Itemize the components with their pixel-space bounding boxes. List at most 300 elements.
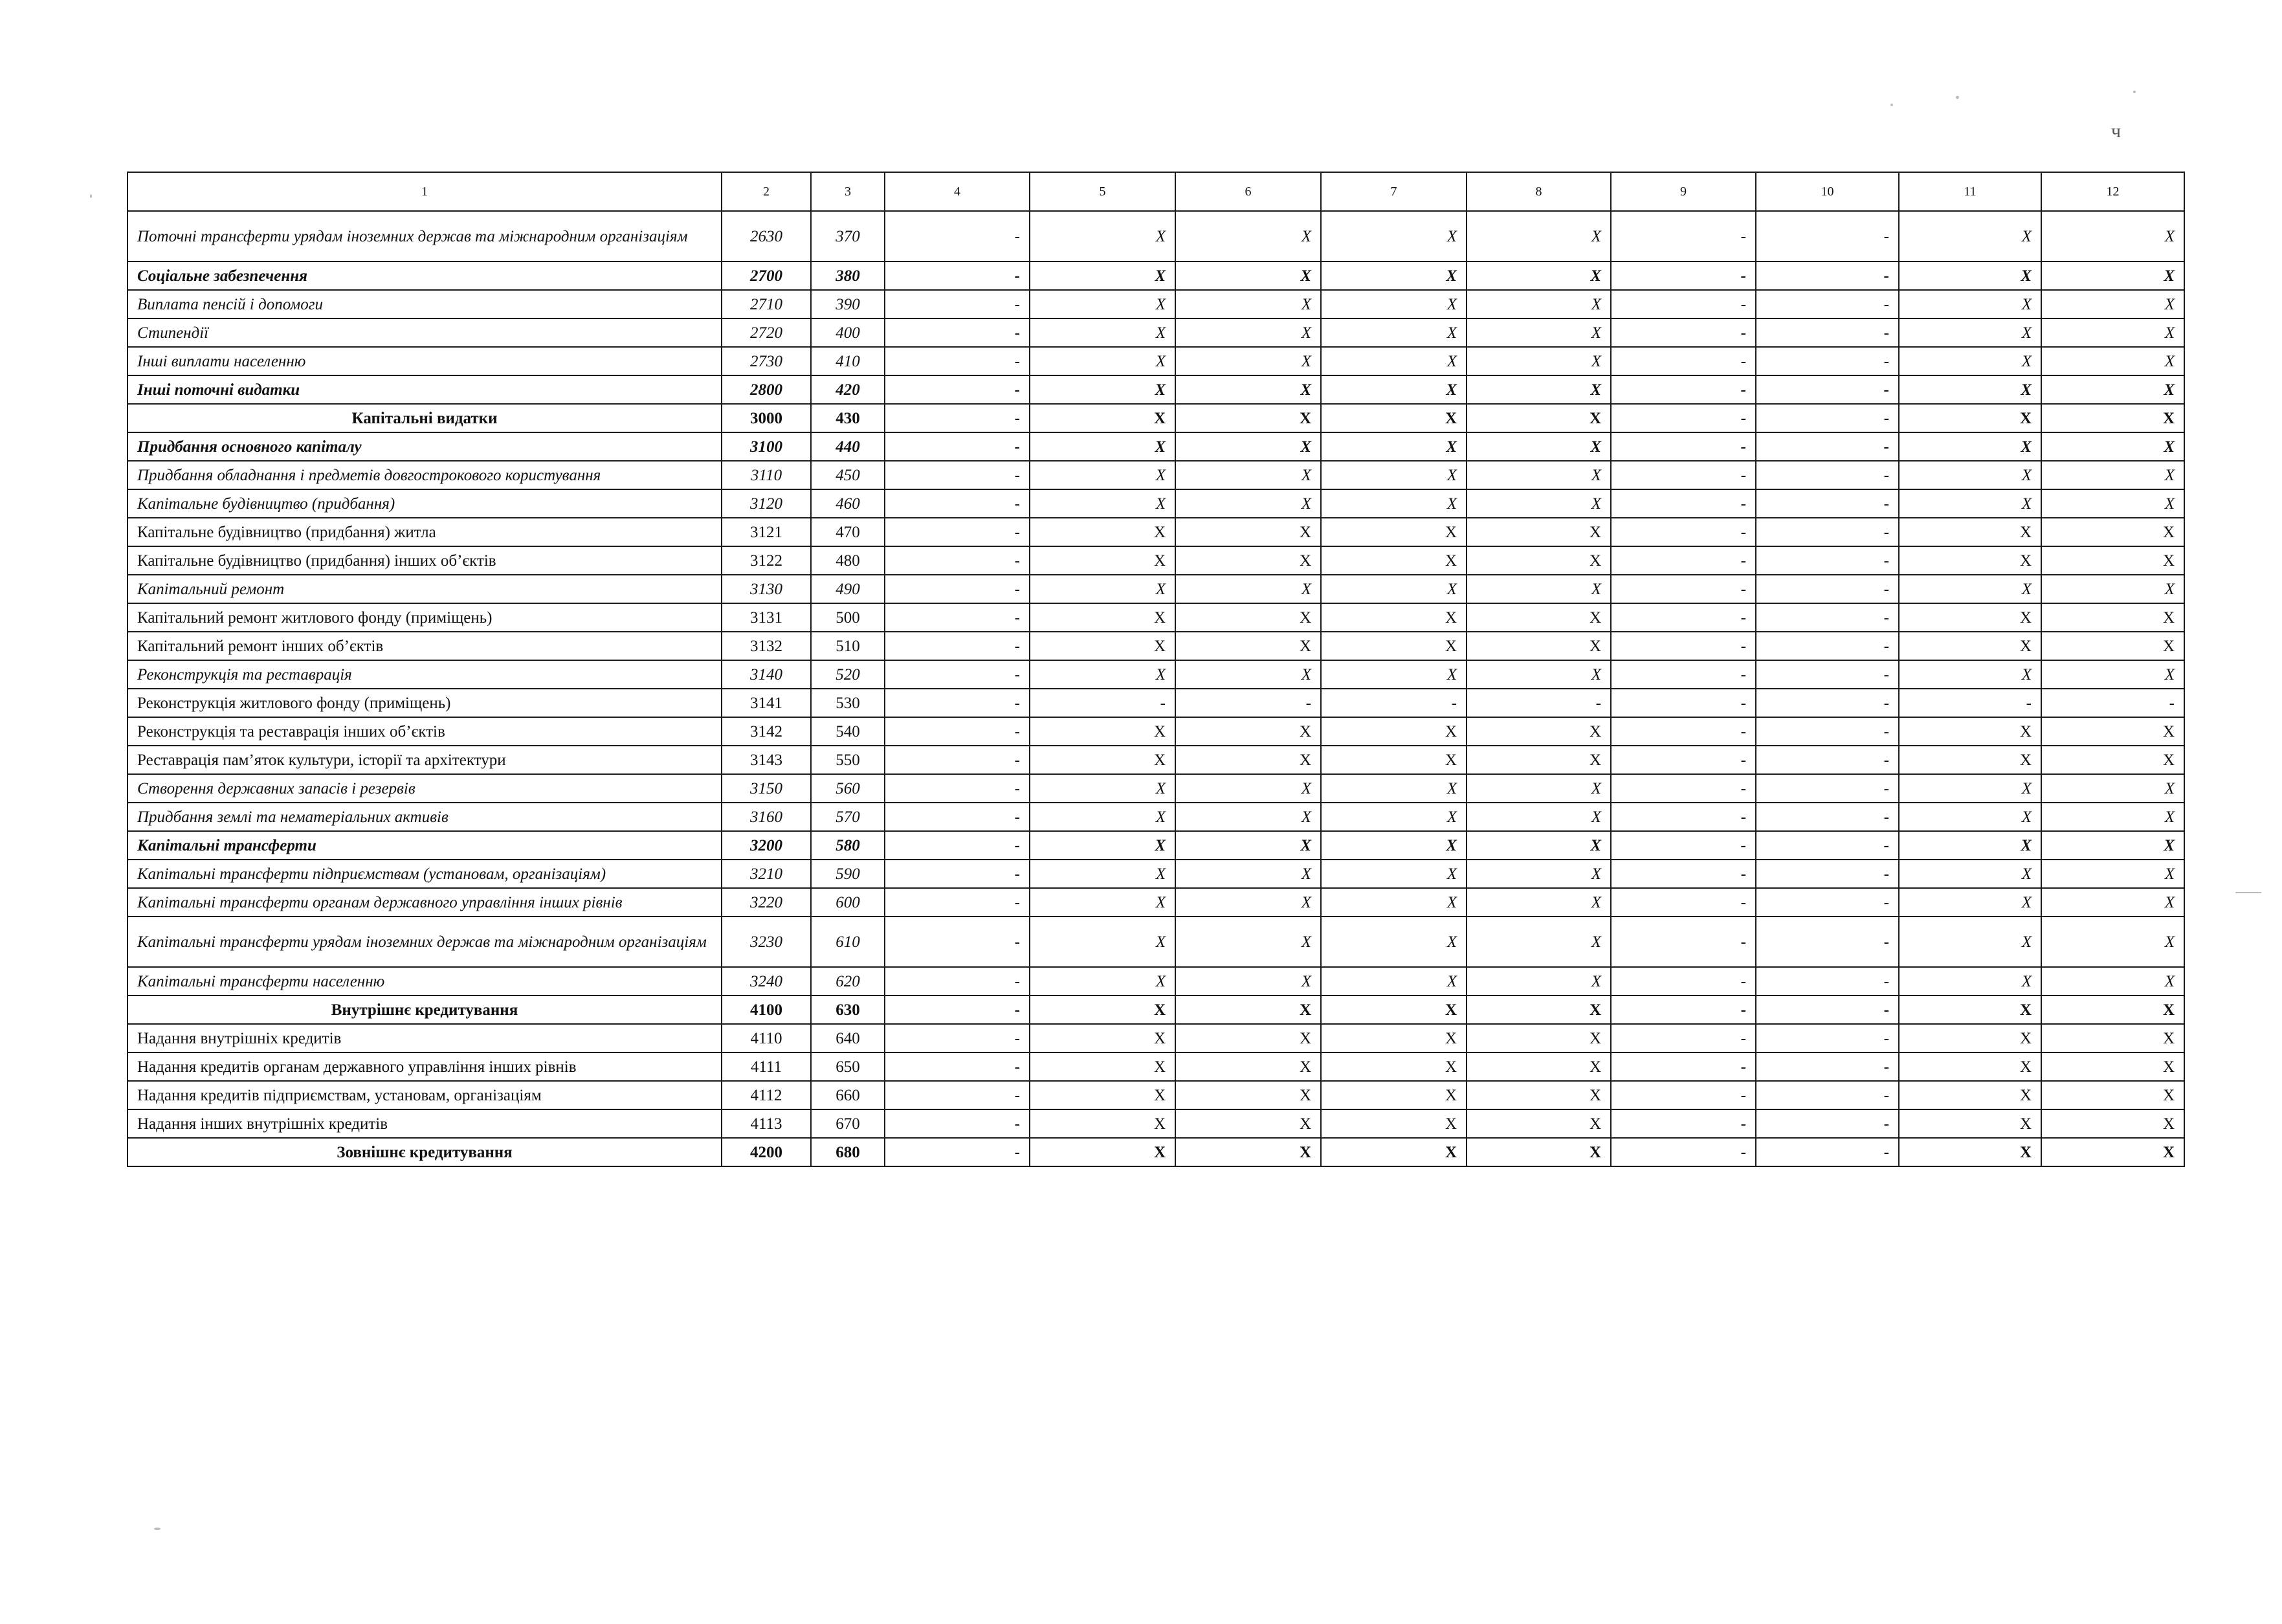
cell-col-9: - bbox=[1611, 261, 1756, 290]
cell-col-5: X bbox=[1030, 318, 1175, 347]
cell-col-8: X bbox=[1467, 1109, 1611, 1138]
cell-col-4: - bbox=[885, 632, 1030, 660]
cell-col-11: - bbox=[1899, 689, 2041, 717]
column-header-1: 1 bbox=[127, 172, 722, 211]
cell-col-7: X bbox=[1321, 261, 1467, 290]
row-code: 3220 bbox=[722, 888, 811, 917]
table-row bbox=[127, 917, 2184, 967]
cell-col-5: X bbox=[1030, 888, 1175, 917]
row-code: 3230 bbox=[722, 917, 811, 967]
cell-col-6: X bbox=[1175, 546, 1321, 575]
table-row bbox=[127, 860, 2184, 888]
table-row bbox=[127, 689, 2184, 717]
table-row bbox=[127, 632, 2184, 660]
cell-col-9: - bbox=[1611, 831, 1756, 860]
cell-col-12: X bbox=[2041, 347, 2184, 375]
table-row bbox=[127, 774, 2184, 803]
cell-col-6: X bbox=[1175, 660, 1321, 689]
cell-col-7: X bbox=[1321, 860, 1467, 888]
column-header-5: 5 bbox=[1030, 172, 1175, 211]
row-number: 420 bbox=[811, 375, 885, 404]
row-number: 430 bbox=[811, 404, 885, 432]
cell-col-12: X bbox=[2041, 603, 2184, 632]
row-number: 610 bbox=[811, 917, 885, 967]
cell-col-4: - bbox=[885, 546, 1030, 575]
row-code: 3160 bbox=[722, 803, 811, 831]
cell-col-4: - bbox=[885, 717, 1030, 746]
row-label: Інші виплати населенню bbox=[127, 347, 722, 375]
cell-col-7: - bbox=[1321, 689, 1467, 717]
row-label: Внутрішнє кредитування bbox=[127, 996, 722, 1024]
table-row bbox=[127, 1109, 2184, 1138]
cell-col-5: X bbox=[1030, 917, 1175, 967]
row-label: Капітальний ремонт інших об’єктів bbox=[127, 632, 722, 660]
cell-col-12: X bbox=[2041, 404, 2184, 432]
column-header-11: 11 bbox=[1899, 172, 2041, 211]
cell-col-4: - bbox=[885, 575, 1030, 603]
row-number: 480 bbox=[811, 546, 885, 575]
cell-col-5: X bbox=[1030, 1138, 1175, 1166]
table-row bbox=[127, 404, 2184, 432]
row-code: 3200 bbox=[722, 831, 811, 860]
cell-col-7: X bbox=[1321, 518, 1467, 546]
cell-col-5: X bbox=[1030, 660, 1175, 689]
cell-col-10: - bbox=[1756, 660, 1899, 689]
cell-col-9: - bbox=[1611, 996, 1756, 1024]
cell-col-12: X bbox=[2041, 318, 2184, 347]
row-label: Реконструкція та реставрація bbox=[127, 660, 722, 689]
table-row bbox=[127, 717, 2184, 746]
cell-col-5: X bbox=[1030, 432, 1175, 461]
row-number: 440 bbox=[811, 432, 885, 461]
cell-col-10: - bbox=[1756, 211, 1899, 261]
cell-col-11: X bbox=[1899, 375, 2041, 404]
row-number: 640 bbox=[811, 1024, 885, 1052]
cell-col-9: - bbox=[1611, 575, 1756, 603]
cell-col-4: - bbox=[885, 1138, 1030, 1166]
cell-col-12: X bbox=[2041, 261, 2184, 290]
cell-col-9: - bbox=[1611, 432, 1756, 461]
table-row bbox=[127, 318, 2184, 347]
cell-col-6: X bbox=[1175, 461, 1321, 489]
table-row bbox=[127, 1081, 2184, 1109]
cell-col-4: - bbox=[885, 603, 1030, 632]
cell-col-12: X bbox=[2041, 1138, 2184, 1166]
cell-col-11: X bbox=[1899, 461, 2041, 489]
cell-col-10: - bbox=[1756, 689, 1899, 717]
row-number: 630 bbox=[811, 996, 885, 1024]
cell-col-11: X bbox=[1899, 888, 2041, 917]
scan-speck bbox=[2133, 91, 2136, 93]
table-row bbox=[127, 489, 2184, 518]
cell-col-4: - bbox=[885, 211, 1030, 261]
cell-col-10: - bbox=[1756, 717, 1899, 746]
row-number: 490 bbox=[811, 575, 885, 603]
cell-col-6: X bbox=[1175, 632, 1321, 660]
cell-col-4: - bbox=[885, 860, 1030, 888]
cell-col-11: X bbox=[1899, 211, 2041, 261]
row-label: Капітальні трансферти органам державного управління інших рівнів bbox=[127, 888, 722, 917]
table-row bbox=[127, 432, 2184, 461]
column-header-7: 7 bbox=[1321, 172, 1467, 211]
budget-report-table bbox=[127, 172, 2185, 1167]
cell-col-4: - bbox=[885, 375, 1030, 404]
cell-col-11: X bbox=[1899, 967, 2041, 996]
cell-col-6: X bbox=[1175, 518, 1321, 546]
cell-col-11: X bbox=[1899, 996, 2041, 1024]
cell-col-11: X bbox=[1899, 575, 2041, 603]
row-label: Поточні трансферти урядам іноземних держав та міжнародним організаціям bbox=[127, 211, 722, 261]
cell-col-7: X bbox=[1321, 489, 1467, 518]
cell-col-5: X bbox=[1030, 746, 1175, 774]
cell-col-8: X bbox=[1467, 432, 1611, 461]
cell-col-10: - bbox=[1756, 831, 1899, 860]
cell-col-7: X bbox=[1321, 632, 1467, 660]
table-row bbox=[127, 996, 2184, 1024]
cell-col-9: - bbox=[1611, 375, 1756, 404]
row-label: Капітальне будівництво (придбання) bbox=[127, 489, 722, 518]
cell-col-11: X bbox=[1899, 404, 2041, 432]
row-label: Надання внутрішніх кредитів bbox=[127, 1024, 722, 1052]
cell-col-4: - bbox=[885, 290, 1030, 318]
cell-col-12: X bbox=[2041, 1052, 2184, 1081]
table-row bbox=[127, 518, 2184, 546]
cell-col-4: - bbox=[885, 660, 1030, 689]
row-code: 3122 bbox=[722, 546, 811, 575]
cell-col-4: - bbox=[885, 347, 1030, 375]
row-number: 450 bbox=[811, 461, 885, 489]
cell-col-12: X bbox=[2041, 803, 2184, 831]
cell-col-7: X bbox=[1321, 1024, 1467, 1052]
cell-col-11: X bbox=[1899, 347, 2041, 375]
row-code: 4113 bbox=[722, 1109, 811, 1138]
cell-col-8: X bbox=[1467, 1138, 1611, 1166]
cell-col-9: - bbox=[1611, 1109, 1756, 1138]
cell-col-4: - bbox=[885, 888, 1030, 917]
row-label: Капітальні трансферти підприємствам (установам, організаціям) bbox=[127, 860, 722, 888]
table-row bbox=[127, 261, 2184, 290]
cell-col-8: X bbox=[1467, 575, 1611, 603]
cell-col-7: X bbox=[1321, 432, 1467, 461]
cell-col-6: - bbox=[1175, 689, 1321, 717]
cell-col-9: - bbox=[1611, 290, 1756, 318]
cell-col-12: X bbox=[2041, 888, 2184, 917]
cell-col-6: X bbox=[1175, 290, 1321, 318]
row-code: 3131 bbox=[722, 603, 811, 632]
cell-col-11: X bbox=[1899, 290, 2041, 318]
cell-col-7: X bbox=[1321, 1081, 1467, 1109]
cell-col-5: X bbox=[1030, 461, 1175, 489]
cell-col-5: X bbox=[1030, 1024, 1175, 1052]
cell-col-6: X bbox=[1175, 803, 1321, 831]
column-header-10: 10 bbox=[1756, 172, 1899, 211]
cell-col-6: X bbox=[1175, 774, 1321, 803]
cell-col-4: - bbox=[885, 967, 1030, 996]
cell-col-9: - bbox=[1611, 1138, 1756, 1166]
cell-col-6: X bbox=[1175, 347, 1321, 375]
cell-col-7: X bbox=[1321, 660, 1467, 689]
cell-col-12: X bbox=[2041, 489, 2184, 518]
row-number: 470 bbox=[811, 518, 885, 546]
cell-col-6: X bbox=[1175, 717, 1321, 746]
cell-col-10: - bbox=[1756, 1081, 1899, 1109]
row-number: 660 bbox=[811, 1081, 885, 1109]
cell-col-10: - bbox=[1756, 261, 1899, 290]
cell-col-4: - bbox=[885, 518, 1030, 546]
cell-col-9: - bbox=[1611, 888, 1756, 917]
cell-col-8: X bbox=[1467, 461, 1611, 489]
cell-col-4: - bbox=[885, 996, 1030, 1024]
row-label: Капітальний ремонт житлового фонду (приміщень) bbox=[127, 603, 722, 632]
cell-col-7: X bbox=[1321, 290, 1467, 318]
cell-col-10: - bbox=[1756, 546, 1899, 575]
cell-col-10: - bbox=[1756, 1138, 1899, 1166]
cell-col-10: - bbox=[1756, 1024, 1899, 1052]
cell-col-8: X bbox=[1467, 347, 1611, 375]
row-label: Інші поточні видатки bbox=[127, 375, 722, 404]
row-number: 560 bbox=[811, 774, 885, 803]
cell-col-12: X bbox=[2041, 211, 2184, 261]
cell-col-4: - bbox=[885, 831, 1030, 860]
cell-col-8: X bbox=[1467, 746, 1611, 774]
row-label: Капітальні трансферти bbox=[127, 831, 722, 860]
cell-col-8: X bbox=[1467, 546, 1611, 575]
column-header-2: 2 bbox=[722, 172, 811, 211]
row-number: 540 bbox=[811, 717, 885, 746]
row-number: 590 bbox=[811, 860, 885, 888]
cell-col-4: - bbox=[885, 261, 1030, 290]
cell-col-10: - bbox=[1756, 746, 1899, 774]
cell-col-10: - bbox=[1756, 967, 1899, 996]
cell-col-7: X bbox=[1321, 746, 1467, 774]
cell-col-9: - bbox=[1611, 1052, 1756, 1081]
cell-col-11: X bbox=[1899, 261, 2041, 290]
cell-col-6: X bbox=[1175, 831, 1321, 860]
cell-col-11: X bbox=[1899, 717, 2041, 746]
cell-col-7: X bbox=[1321, 996, 1467, 1024]
cell-col-9: - bbox=[1611, 1024, 1756, 1052]
cell-col-4: - bbox=[885, 774, 1030, 803]
row-code: 2730 bbox=[722, 347, 811, 375]
cell-col-6: X bbox=[1175, 1081, 1321, 1109]
cell-col-10: - bbox=[1756, 347, 1899, 375]
cell-col-9: - bbox=[1611, 774, 1756, 803]
cell-col-10: - bbox=[1756, 917, 1899, 967]
cell-col-9: - bbox=[1611, 632, 1756, 660]
cell-col-12: X bbox=[2041, 290, 2184, 318]
cell-col-10: - bbox=[1756, 803, 1899, 831]
cell-col-8: X bbox=[1467, 996, 1611, 1024]
cell-col-6: X bbox=[1175, 917, 1321, 967]
cell-col-4: - bbox=[885, 803, 1030, 831]
row-label: Надання кредитів органам державного управління інших рівнів bbox=[127, 1052, 722, 1081]
cell-col-9: - bbox=[1611, 803, 1756, 831]
cell-col-11: X bbox=[1899, 917, 2041, 967]
row-number: 620 bbox=[811, 967, 885, 996]
row-label: Капітальне будівництво (придбання) інших об’єктів bbox=[127, 546, 722, 575]
cell-col-5: X bbox=[1030, 831, 1175, 860]
cell-col-8: X bbox=[1467, 290, 1611, 318]
cell-col-7: X bbox=[1321, 1052, 1467, 1081]
cell-col-6: X bbox=[1175, 261, 1321, 290]
cell-col-7: X bbox=[1321, 347, 1467, 375]
cell-col-8: X bbox=[1467, 375, 1611, 404]
row-code: 2700 bbox=[722, 261, 811, 290]
table-row bbox=[127, 1138, 2184, 1166]
column-header-4: 4 bbox=[885, 172, 1030, 211]
cell-col-6: X bbox=[1175, 888, 1321, 917]
row-number: 510 bbox=[811, 632, 885, 660]
cell-col-4: - bbox=[885, 404, 1030, 432]
cell-col-11: X bbox=[1899, 432, 2041, 461]
cell-col-8: X bbox=[1467, 632, 1611, 660]
cell-col-8: X bbox=[1467, 660, 1611, 689]
cell-col-5: X bbox=[1030, 546, 1175, 575]
cell-col-5: X bbox=[1030, 518, 1175, 546]
cell-col-5: X bbox=[1030, 347, 1175, 375]
cell-col-12: X bbox=[2041, 632, 2184, 660]
cell-col-9: - bbox=[1611, 211, 1756, 261]
cell-col-11: X bbox=[1899, 1024, 2041, 1052]
cell-col-6: X bbox=[1175, 432, 1321, 461]
cell-col-9: - bbox=[1611, 347, 1756, 375]
cell-col-7: X bbox=[1321, 318, 1467, 347]
scan-speck bbox=[1890, 104, 1893, 106]
cell-col-8: X bbox=[1467, 803, 1611, 831]
page-corner-mark: ч bbox=[2111, 120, 2121, 142]
row-label: Реконструкція житлового фонду (приміщень) bbox=[127, 689, 722, 717]
cell-col-9: - bbox=[1611, 461, 1756, 489]
row-label: Створення державних запасів і резервів bbox=[127, 774, 722, 803]
cell-col-4: - bbox=[885, 1052, 1030, 1081]
cell-col-10: - bbox=[1756, 461, 1899, 489]
cell-col-10: - bbox=[1756, 375, 1899, 404]
cell-col-8: X bbox=[1467, 518, 1611, 546]
cell-col-10: - bbox=[1756, 1109, 1899, 1138]
cell-col-11: X bbox=[1899, 1109, 2041, 1138]
table-row bbox=[127, 831, 2184, 860]
cell-col-10: - bbox=[1756, 774, 1899, 803]
column-header-12: 12 bbox=[2041, 172, 2184, 211]
cell-col-8: X bbox=[1467, 917, 1611, 967]
scan-speck bbox=[1956, 96, 1959, 99]
row-code: 3143 bbox=[722, 746, 811, 774]
column-number-header bbox=[127, 172, 2184, 211]
table-row bbox=[127, 461, 2184, 489]
row-number: 670 bbox=[811, 1109, 885, 1138]
cell-col-6: X bbox=[1175, 575, 1321, 603]
cell-col-11: X bbox=[1899, 831, 2041, 860]
row-label: Соціальне забезпечення bbox=[127, 261, 722, 290]
cell-col-6: X bbox=[1175, 1024, 1321, 1052]
cell-col-10: - bbox=[1756, 489, 1899, 518]
cell-col-11: X bbox=[1899, 632, 2041, 660]
cell-col-9: - bbox=[1611, 489, 1756, 518]
cell-col-9: - bbox=[1611, 967, 1756, 996]
cell-col-4: - bbox=[885, 1109, 1030, 1138]
cell-col-12: X bbox=[2041, 717, 2184, 746]
cell-col-8: X bbox=[1467, 404, 1611, 432]
cell-col-11: X bbox=[1899, 489, 2041, 518]
cell-col-8: X bbox=[1467, 967, 1611, 996]
cell-col-5: X bbox=[1030, 632, 1175, 660]
row-number: 460 bbox=[811, 489, 885, 518]
cell-col-12: X bbox=[2041, 860, 2184, 888]
table-row bbox=[127, 546, 2184, 575]
cell-col-4: - bbox=[885, 318, 1030, 347]
cell-col-5: X bbox=[1030, 603, 1175, 632]
cell-col-11: X bbox=[1899, 318, 2041, 347]
row-code: 4110 bbox=[722, 1024, 811, 1052]
cell-col-10: - bbox=[1756, 632, 1899, 660]
cell-col-5: X bbox=[1030, 1109, 1175, 1138]
row-number: 650 bbox=[811, 1052, 885, 1081]
row-code: 3130 bbox=[722, 575, 811, 603]
row-label: Реставрація пам’яток культури, історії та архітектури bbox=[127, 746, 722, 774]
row-number: 370 bbox=[811, 211, 885, 261]
cell-col-6: X bbox=[1175, 996, 1321, 1024]
cell-col-9: - bbox=[1611, 746, 1756, 774]
cell-col-12: X bbox=[2041, 831, 2184, 860]
cell-col-12: - bbox=[2041, 689, 2184, 717]
cell-col-8: X bbox=[1467, 261, 1611, 290]
cell-col-6: X bbox=[1175, 603, 1321, 632]
cell-col-6: X bbox=[1175, 1052, 1321, 1081]
row-number: 380 bbox=[811, 261, 885, 290]
row-code: 4200 bbox=[722, 1138, 811, 1166]
scan-speck bbox=[154, 1528, 161, 1530]
cell-col-4: - bbox=[885, 1081, 1030, 1109]
table-row bbox=[127, 803, 2184, 831]
row-label: Капітальний ремонт bbox=[127, 575, 722, 603]
cell-col-7: X bbox=[1321, 461, 1467, 489]
cell-col-11: X bbox=[1899, 660, 2041, 689]
cell-col-12: X bbox=[2041, 1109, 2184, 1138]
row-label: Капітальні видатки bbox=[127, 404, 722, 432]
table-row bbox=[127, 746, 2184, 774]
cell-col-12: X bbox=[2041, 432, 2184, 461]
cell-col-8: X bbox=[1467, 1052, 1611, 1081]
cell-col-5: X bbox=[1030, 575, 1175, 603]
cell-col-9: - bbox=[1611, 917, 1756, 967]
column-header-8: 8 bbox=[1467, 172, 1611, 211]
row-label: Капітальне будівництво (придбання) житла bbox=[127, 518, 722, 546]
cell-col-8: X bbox=[1467, 860, 1611, 888]
cell-col-5: X bbox=[1030, 489, 1175, 518]
row-code: 3141 bbox=[722, 689, 811, 717]
row-code: 3240 bbox=[722, 967, 811, 996]
table-row bbox=[127, 967, 2184, 996]
row-number: 400 bbox=[811, 318, 885, 347]
cell-col-5: X bbox=[1030, 996, 1175, 1024]
row-label: Придбання землі та нематеріальних активів bbox=[127, 803, 722, 831]
cell-col-8: X bbox=[1467, 888, 1611, 917]
scan-speck bbox=[2235, 892, 2261, 893]
cell-col-7: X bbox=[1321, 603, 1467, 632]
cell-col-4: - bbox=[885, 489, 1030, 518]
cell-col-5: X bbox=[1030, 860, 1175, 888]
row-code: 3121 bbox=[722, 518, 811, 546]
cell-col-10: - bbox=[1756, 1052, 1899, 1081]
table-row bbox=[127, 290, 2184, 318]
cell-col-6: X bbox=[1175, 1109, 1321, 1138]
row-number: 520 bbox=[811, 660, 885, 689]
cell-col-5: X bbox=[1030, 290, 1175, 318]
cell-col-12: X bbox=[2041, 1024, 2184, 1052]
cell-col-9: - bbox=[1611, 318, 1756, 347]
cell-col-12: X bbox=[2041, 1081, 2184, 1109]
cell-col-7: X bbox=[1321, 211, 1467, 261]
